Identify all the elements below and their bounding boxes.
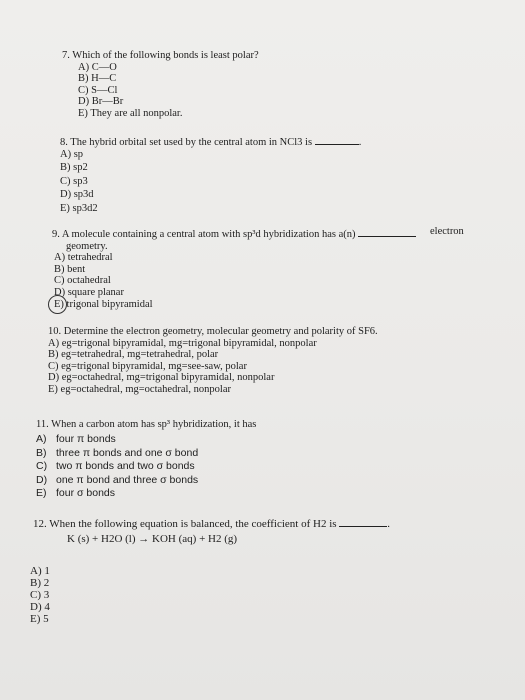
question-11-option-b: B) three π bonds and one σ bond <box>36 446 199 459</box>
question-9-stem-cont: geometry. <box>66 240 108 252</box>
question-11 <box>36 418 256 500</box>
question-10-option-c: C) eg=trigonal bipyramidal, mg=see-saw, polar <box>48 360 247 372</box>
question-11-option-d: D) one π bond and three σ bonds <box>36 473 199 486</box>
question-9-stem <box>52 228 416 241</box>
question-10 <box>48 326 378 396</box>
question-7-option-a: A) C—O <box>78 61 117 73</box>
question-8-option-d: D) sp3d <box>60 189 94 201</box>
answer-blank <box>358 228 416 237</box>
question-12-option-e: E) 5 <box>30 613 49 625</box>
question-8-option-a: A) sp <box>60 148 84 160</box>
answer-blank <box>315 136 359 145</box>
question-8 <box>60 136 361 215</box>
question-10-stem: 10. Determine the electron geometry, molecular geometry and polarity of SF6. <box>48 326 378 337</box>
question-12-option-b: B) 2 <box>30 577 50 589</box>
question-9-option-e: E) trigonal bipyramidal <box>54 298 153 310</box>
question-7-option-e: E) They are all nonpolar. <box>78 107 183 119</box>
question-11-option-e: E) four σ bonds <box>36 487 116 500</box>
question-10-option-d: D) eg=octahedral, mg=trigonal bipyramidal, nonpolar <box>48 372 275 384</box>
question-8-stem-text: 8. The hybrid orbital set used by the central atom in NCl3 is <box>60 137 313 148</box>
question-12-stem-text: 12. When the following equation is balanced, the coefficient of H2 is <box>33 518 337 530</box>
question-10-option-e: E) eg=octahedral, mg=octahedral, nonpolar <box>48 383 231 395</box>
question-9-option-a: A) tetrahedral <box>54 252 113 264</box>
question-12-options <box>30 565 50 625</box>
question-8-option-b: B) sp2 <box>60 162 88 174</box>
question-7-stem: 7. Which of the following bonds is least polar? <box>62 50 259 61</box>
question-7-option-d: D) Br—Br <box>78 96 124 108</box>
question-9-option-c: C) octahedral <box>54 275 111 287</box>
answer-blank <box>339 518 387 527</box>
question-10-option-b: B) eg=tetrahedral, mg=tetrahedral, polar <box>48 349 219 361</box>
question-7 <box>62 50 259 120</box>
question-11-option-c: C) two π bonds and two σ bonds <box>36 460 195 473</box>
question-8-stem-end: . <box>358 137 362 148</box>
question-12-stem <box>33 518 390 530</box>
answer-circle <box>48 295 67 314</box>
question-8-option-e: E) sp3d2 <box>60 202 98 214</box>
question-12 <box>33 518 390 545</box>
question-8-option-c: C) sp3 <box>60 175 88 187</box>
question-9-option-d: D) square planar <box>54 286 124 298</box>
question-11-option-a: A) four π bonds <box>36 433 116 446</box>
question-12-stem-end: . <box>387 518 391 530</box>
question-7-option-b: B) H—C <box>78 73 117 85</box>
question-12-option-d: D) 4 <box>30 601 50 613</box>
question-12-option-a: A) 1 <box>30 565 50 577</box>
question-8-stem <box>60 136 361 149</box>
question-9-stem-text: 9. A molecule containing a central atom with sp³d hybridization has a(n) <box>52 229 356 240</box>
question-9-option-b: B) bent <box>54 263 86 275</box>
question-10-option-a: A) eg=trigonal bipyramidal, mg=trigonal bipyramidal, nonpolar <box>48 337 317 349</box>
question-12-option-c: C) 3 <box>30 589 50 601</box>
question-9-stem-right: electron <box>430 226 464 237</box>
question-12-equation: K (s) + H2O (l) → KOH (aq) + H2 (g) <box>67 533 238 545</box>
question-9 <box>52 228 416 310</box>
question-11-stem: 11. When a carbon atom has sp³ hybridization, it has <box>36 419 257 430</box>
question-7-option-c: C) S—Cl <box>78 84 118 96</box>
